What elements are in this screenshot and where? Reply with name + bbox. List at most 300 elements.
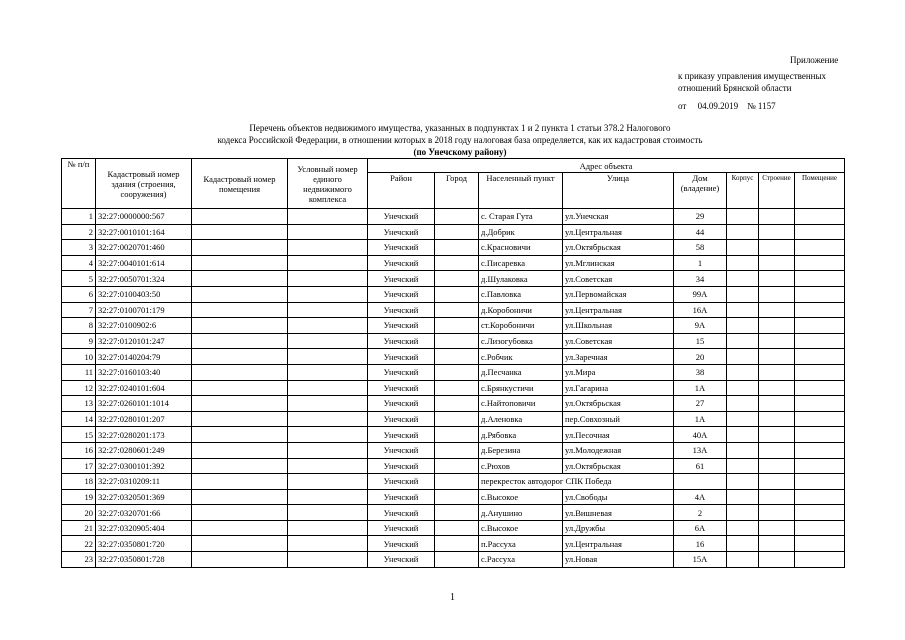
cadastral-room (192, 396, 288, 412)
city-cell (435, 302, 479, 318)
cadastral-room (192, 458, 288, 474)
stroenie-cell (759, 520, 795, 536)
table-row (62, 240, 845, 256)
settlement-cell: д.Коробоничи (479, 302, 563, 318)
cadastral-room (192, 224, 288, 240)
conditional-number (288, 224, 368, 240)
cadastral-room (192, 505, 288, 521)
row-number: 15 (62, 427, 96, 443)
cadastral-number: 32:27:0000000:567 (96, 209, 192, 225)
korpus-cell (727, 442, 759, 458)
pomeshchenie-cell (795, 536, 845, 552)
street-cell: ул.Центральная (563, 224, 674, 240)
settlement-cell: с.Высокое (479, 489, 563, 505)
korpus-cell (727, 209, 759, 225)
pomeshchenie-cell (795, 271, 845, 287)
table-row (62, 349, 845, 365)
district-cell: Унечский (368, 333, 435, 349)
district-cell: Унечский (368, 505, 435, 521)
cadastral-number: 32:27:0350801:728 (96, 552, 192, 568)
cadastral-room (192, 271, 288, 287)
conditional-number (288, 442, 368, 458)
house-cell: 15А (674, 552, 727, 568)
korpus-cell (727, 427, 759, 443)
city-cell (435, 505, 479, 521)
district-cell: Унечский (368, 286, 435, 302)
stroenie-cell (759, 458, 795, 474)
row-number: 2 (62, 224, 96, 240)
conditional-number (288, 552, 368, 568)
city-cell (435, 333, 479, 349)
street-cell: ул.Гагарина (563, 380, 674, 396)
district-cell: Унечский (368, 552, 435, 568)
house-cell: 6А (674, 520, 727, 536)
cadastral-number: 32:27:0280601:249 (96, 442, 192, 458)
pomeshchenie-cell (795, 209, 845, 225)
table-row (62, 442, 845, 458)
table-row (62, 427, 845, 443)
title-line-2: кодекса Российской Федерации, в отношении которых в 2018 году налоговая база определяется, как их кадастровая стоимость (217, 135, 703, 145)
korpus-cell (727, 458, 759, 474)
title-line-1: Перечень объектов недвижимого имущества, указанных в подпунктах 1 и 2 пункта 1 статьи 378.2 Налогового (249, 123, 671, 133)
cadastral-number: 32:27:0260101:1014 (96, 396, 192, 412)
house-cell: 99А (674, 286, 727, 302)
pomeshchenie-cell (795, 520, 845, 536)
row-number: 14 (62, 411, 96, 427)
conditional-number (288, 489, 368, 505)
korpus-cell (727, 411, 759, 427)
house-cell: 4А (674, 489, 727, 505)
pomeshchenie-cell (795, 474, 845, 490)
pomeshchenie-cell (795, 255, 845, 271)
street-cell: ул.Октябрьская (563, 458, 674, 474)
street-cell: ул.Мира (563, 364, 674, 380)
street-cell: пер.Совхозный (563, 411, 674, 427)
table-row (62, 224, 845, 240)
order-date-line (678, 100, 776, 113)
stroenie-cell (759, 474, 795, 490)
city-cell (435, 552, 479, 568)
district-cell: Унечский (368, 255, 435, 271)
order-date: 04.09.2019 (697, 101, 739, 111)
street-cell: ул.Советская (563, 271, 674, 287)
stroenie-cell (759, 224, 795, 240)
house-cell: 58 (674, 240, 727, 256)
street-cell: ул.Школьная (563, 318, 674, 334)
city-cell (435, 286, 479, 302)
korpus-cell (727, 396, 759, 412)
district-cell: Унечский (368, 489, 435, 505)
conditional-number (288, 396, 368, 412)
header-district: Район (368, 173, 435, 209)
district-cell: Унечский (368, 520, 435, 536)
district-cell: Унечский (368, 411, 435, 427)
cadastral-room (192, 286, 288, 302)
korpus-cell (727, 286, 759, 302)
house-cell: 16А (674, 302, 727, 318)
cadastral-number: 32:27:0100403:50 (96, 286, 192, 302)
order-line-1: к приказу управления имущественных (678, 71, 827, 81)
korpus-cell (727, 520, 759, 536)
appendix-label: Приложение (790, 55, 839, 65)
cadastral-room (192, 380, 288, 396)
korpus-cell (727, 489, 759, 505)
cadastral-room (192, 442, 288, 458)
pomeshchenie-cell (795, 411, 845, 427)
house-cell: 9А (674, 318, 727, 334)
settlement-cell: д.Шулаковка (479, 271, 563, 287)
settlement-cell: с.Писаревка (479, 255, 563, 271)
table-row (62, 380, 845, 396)
cadastral-number: 32:27:0100701:179 (96, 302, 192, 318)
table-row (62, 396, 845, 412)
city-cell (435, 536, 479, 552)
street-cell: ул.Октябрьская (563, 396, 674, 412)
table-row (62, 474, 845, 490)
settlement-cell: с.Робчик (479, 349, 563, 365)
house-cell: 20 (674, 349, 727, 365)
settlement-cell: д.Песчанка (479, 364, 563, 380)
header-street: Улица (563, 173, 674, 209)
district-cell: Унечский (368, 209, 435, 225)
street-cell: ул.Песочная (563, 427, 674, 443)
pomeshchenie-cell (795, 302, 845, 318)
city-cell (435, 520, 479, 536)
row-number: 18 (62, 474, 96, 490)
row-number: 20 (62, 505, 96, 521)
document-title (150, 122, 770, 158)
pomeshchenie-cell (795, 505, 845, 521)
table-row (62, 209, 845, 225)
conditional-number (288, 333, 368, 349)
conditional-number (288, 209, 368, 225)
cadastral-room (192, 349, 288, 365)
row-number: 7 (62, 302, 96, 318)
city-cell (435, 224, 479, 240)
korpus-cell (727, 240, 759, 256)
cadastral-room (192, 209, 288, 225)
korpus-cell (727, 552, 759, 568)
stroenie-cell (759, 536, 795, 552)
korpus-cell (727, 474, 759, 490)
district-cell: Унечский (368, 240, 435, 256)
cadastral-number: 32:27:0010101:164 (96, 224, 192, 240)
cadastral-room (192, 427, 288, 443)
stroenie-cell (759, 286, 795, 302)
cadastral-number: 32:27:0350801:720 (96, 536, 192, 552)
header-cadastral-room: Кадастровый номер помещения (192, 159, 288, 209)
row-number: 6 (62, 286, 96, 302)
house-cell (674, 474, 727, 490)
pomeshchenie-cell (795, 333, 845, 349)
city-cell (435, 411, 479, 427)
cadastral-room (192, 302, 288, 318)
district-cell: Унечский (368, 427, 435, 443)
title-line-3: (по Унечскому району) (413, 147, 507, 157)
district-cell: Унечский (368, 364, 435, 380)
pomeshchenie-cell (795, 240, 845, 256)
city-cell (435, 209, 479, 225)
table-row (62, 489, 845, 505)
cadastral-number: 32:27:0320501:369 (96, 489, 192, 505)
settlement-cell: с.Высокое (479, 520, 563, 536)
row-number: 10 (62, 349, 96, 365)
cadastral-room (192, 255, 288, 271)
cadastral-room (192, 411, 288, 427)
order-number: № 1157 (747, 101, 776, 111)
pomeshchenie-cell (795, 489, 845, 505)
row-number: 9 (62, 333, 96, 349)
row-number: 12 (62, 380, 96, 396)
row-number: 22 (62, 536, 96, 552)
settlement-cell: перекресток автодорог СПК Победа (479, 474, 674, 490)
pomeshchenie-cell (795, 286, 845, 302)
city-cell (435, 442, 479, 458)
cadastral-number: 32:27:0320701:66 (96, 505, 192, 521)
street-cell: ул.Унечская (563, 209, 674, 225)
cadastral-room (192, 536, 288, 552)
table-row (62, 302, 845, 318)
cadastral-number: 32:27:0020701:460 (96, 240, 192, 256)
row-number: 19 (62, 489, 96, 505)
table-row (62, 552, 845, 568)
settlement-cell: п.Рассуха (479, 536, 563, 552)
pomeshchenie-cell (795, 224, 845, 240)
row-number: 16 (62, 442, 96, 458)
conditional-number (288, 240, 368, 256)
table-row (62, 536, 845, 552)
table-row (62, 520, 845, 536)
street-cell: ул.Мглинская (563, 255, 674, 271)
cadastral-number: 32:27:0320905:404 (96, 520, 192, 536)
district-cell: Унечский (368, 224, 435, 240)
korpus-cell (727, 333, 759, 349)
cadastral-number: 32:27:0050701:324 (96, 271, 192, 287)
table-row (62, 458, 845, 474)
pomeshchenie-cell (795, 427, 845, 443)
city-cell (435, 380, 479, 396)
row-number: 8 (62, 318, 96, 334)
city-cell (435, 349, 479, 365)
row-number: 21 (62, 520, 96, 536)
settlement-cell: д.Березина (479, 442, 563, 458)
conditional-number (288, 318, 368, 334)
city-cell (435, 271, 479, 287)
district-cell: Унечский (368, 396, 435, 412)
street-cell: ул.Новая (563, 552, 674, 568)
cadastral-number: 32:27:0300101:392 (96, 458, 192, 474)
conditional-number (288, 380, 368, 396)
korpus-cell (727, 349, 759, 365)
house-cell: 13А (674, 442, 727, 458)
street-cell: ул.Центральная (563, 302, 674, 318)
settlement-cell: д.Добрик (479, 224, 563, 240)
stroenie-cell (759, 209, 795, 225)
row-number: 23 (62, 552, 96, 568)
date-prefix: от (678, 101, 687, 111)
city-cell (435, 255, 479, 271)
house-cell: 61 (674, 458, 727, 474)
cadastral-number: 32:27:0280201:173 (96, 427, 192, 443)
cadastral-number: 32:27:0240101:604 (96, 380, 192, 396)
conditional-number (288, 411, 368, 427)
stroenie-cell (759, 442, 795, 458)
district-cell: Унечский (368, 474, 435, 490)
settlement-cell: ст.Коробоничи (479, 318, 563, 334)
city-cell (435, 427, 479, 443)
cadastral-room (192, 474, 288, 490)
stroenie-cell (759, 349, 795, 365)
cadastral-number: 32:27:0280101:207 (96, 411, 192, 427)
conditional-number (288, 427, 368, 443)
cadastral-room (192, 364, 288, 380)
pomeshchenie-cell (795, 442, 845, 458)
header-settlement: Населенный пункт (479, 173, 563, 209)
cadastral-number: 32:27:0140204:79 (96, 349, 192, 365)
settlement-cell: с. Старая Гута (479, 209, 563, 225)
stroenie-cell (759, 396, 795, 412)
stroenie-cell (759, 505, 795, 521)
stroenie-cell (759, 333, 795, 349)
header-stroenie: Строение (759, 173, 795, 209)
street-cell: ул.Центральная (563, 536, 674, 552)
row-number: 4 (62, 255, 96, 271)
order-line-2: отношений Брянской области (678, 83, 792, 93)
korpus-cell (727, 536, 759, 552)
city-cell (435, 474, 479, 490)
house-cell: 1А (674, 411, 727, 427)
house-cell: 2 (674, 505, 727, 521)
conditional-number (288, 505, 368, 521)
header-num: № п/п (62, 159, 96, 209)
street-cell: ул.Октябрьская (563, 240, 674, 256)
table-row (62, 271, 845, 287)
conditional-number (288, 520, 368, 536)
settlement-cell: с.Рюхов (479, 458, 563, 474)
row-number: 3 (62, 240, 96, 256)
district-cell: Унечский (368, 349, 435, 365)
korpus-cell (727, 505, 759, 521)
district-cell: Унечский (368, 536, 435, 552)
house-cell: 38 (674, 364, 727, 380)
cadastral-number: 32:27:0160103:40 (96, 364, 192, 380)
settlement-cell: с.Красновичи (479, 240, 563, 256)
settlement-cell: с.Лизогубовка (479, 333, 563, 349)
house-cell: 1 (674, 255, 727, 271)
cadastral-room (192, 240, 288, 256)
street-cell: ул.Заречная (563, 349, 674, 365)
city-cell (435, 240, 479, 256)
stroenie-cell (759, 255, 795, 271)
settlement-cell: д.Рябовка (479, 427, 563, 443)
district-cell: Унечский (368, 380, 435, 396)
table-row (62, 411, 845, 427)
row-number: 13 (62, 396, 96, 412)
stroenie-cell (759, 271, 795, 287)
stroenie-cell (759, 552, 795, 568)
city-cell (435, 489, 479, 505)
cadastral-room (192, 489, 288, 505)
korpus-cell (727, 224, 759, 240)
house-cell: 1А (674, 380, 727, 396)
conditional-number (288, 286, 368, 302)
table-row (62, 364, 845, 380)
header-address: Адрес объекта (368, 159, 845, 173)
district-cell: Унечский (368, 302, 435, 318)
stroenie-cell (759, 427, 795, 443)
district-cell: Унечский (368, 458, 435, 474)
pomeshchenie-cell (795, 396, 845, 412)
conditional-number (288, 364, 368, 380)
row-number: 11 (62, 364, 96, 380)
table-row (62, 286, 845, 302)
house-cell: 34 (674, 271, 727, 287)
cadastral-room (192, 552, 288, 568)
street-cell: ул.Свободы (563, 489, 674, 505)
conditional-number (288, 458, 368, 474)
header-house: Дом (владение) (674, 173, 727, 209)
house-cell: 16 (674, 536, 727, 552)
table-row (62, 505, 845, 521)
row-number: 17 (62, 458, 96, 474)
row-number: 1 (62, 209, 96, 225)
house-cell: 29 (674, 209, 727, 225)
korpus-cell (727, 302, 759, 318)
street-cell: ул.Вишневая (563, 505, 674, 521)
settlement-cell: с.Павловка (479, 286, 563, 302)
street-cell: ул.Первомайская (563, 286, 674, 302)
korpus-cell (727, 380, 759, 396)
settlement-cell: д.Анушино (479, 505, 563, 521)
conditional-number (288, 271, 368, 287)
pomeshchenie-cell (795, 364, 845, 380)
settlement-cell: д.Аленовка (479, 411, 563, 427)
korpus-cell (727, 364, 759, 380)
conditional-number (288, 474, 368, 490)
pomeshchenie-cell (795, 318, 845, 334)
pomeshchenie-cell (795, 458, 845, 474)
korpus-cell (727, 255, 759, 271)
district-cell: Унечский (368, 318, 435, 334)
city-cell (435, 318, 479, 334)
stroenie-cell (759, 364, 795, 380)
header-pomeshchenie: Помещение (795, 173, 845, 209)
conditional-number (288, 536, 368, 552)
header-city: Город (435, 173, 479, 209)
pomeshchenie-cell (795, 349, 845, 365)
conditional-number (288, 349, 368, 365)
conditional-number (288, 302, 368, 318)
city-cell (435, 364, 479, 380)
property-table (61, 158, 845, 568)
district-cell: Унечский (368, 442, 435, 458)
header-korpus: Корпус (727, 173, 759, 209)
stroenie-cell (759, 240, 795, 256)
street-cell: ул.Молодежная (563, 442, 674, 458)
stroenie-cell (759, 380, 795, 396)
pomeshchenie-cell (795, 380, 845, 396)
page-number: 1 (450, 592, 455, 603)
stroenie-cell (759, 318, 795, 334)
house-cell: 15 (674, 333, 727, 349)
city-cell (435, 396, 479, 412)
conditional-number (288, 255, 368, 271)
cadastral-room (192, 520, 288, 536)
stroenie-cell (759, 411, 795, 427)
pomeshchenie-cell (795, 552, 845, 568)
cadastral-number: 32:27:0040101:614 (96, 255, 192, 271)
house-cell: 27 (674, 396, 727, 412)
